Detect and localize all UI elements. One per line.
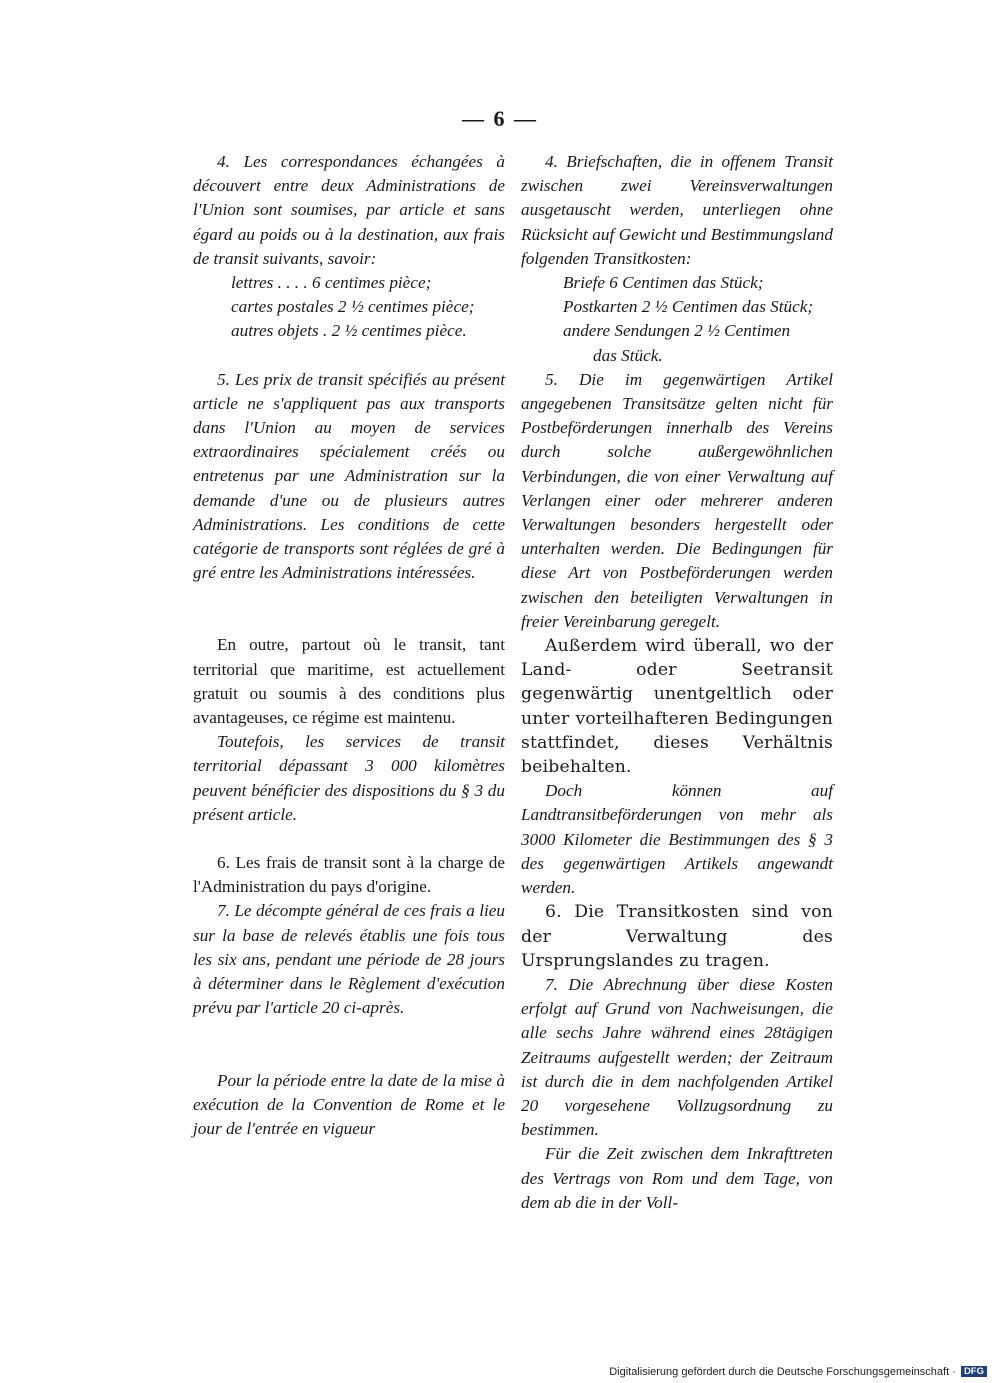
page-number: — 6 — <box>462 106 538 131</box>
list-item: andere Sendungen 2 ½ Centimen <box>563 321 791 341</box>
list-item: das Stück. <box>593 345 663 365</box>
fr-paragraph-4: 4. Les correspondances échangées à découvert entre deux Administrations de l'Union sont soumises, par article et sans égard au poids ou à la destination, aux frais de transit suivants, savoir: <box>193 152 505 268</box>
dfg-logo: DFG <box>961 1366 987 1377</box>
fr-paragraph-en-outre: En outre, partout où le transit, tant territorial que maritime, est actuellement gratuit ou soumis à des conditions plus avantageuses, ce régime est maintenu. <box>193 635 505 728</box>
de-paragraph-doch: Doch können auf Landtransitbeförderungen von mehr als 3000 Kilometer die Bestimmungen des § 3 des gegenwärtigen Artikels angewandt werden. <box>521 781 833 898</box>
de-paragraph-ausserdem: Außerdem wird überall, wo der Land- oder Seetransit gegenwärtig unentgeltlich oder unter vorteilhafteren Bedingungen stattfindet, dieses Verhältnis beibehalten. <box>521 636 833 778</box>
de-transit-rates-list <box>521 271 833 368</box>
fr-paragraph-6: 6. Les frais de transit sont à la charge de l'Administration du pays d'origine. <box>193 853 505 897</box>
de-paragraph-4: 4. Briefschaften, die in offenem Transit zwischen zwei Vereinsverwaltungen ausgetauscht werden, unterliegen ohne Rücksicht auf Gewicht und Bestimmungsland folgenden Transitkosten: <box>521 152 833 268</box>
list-item: lettres . . . . 6 centimes pièce; <box>231 273 432 293</box>
list-item: autres objets . 2 ½ centimes pièce. <box>231 321 467 341</box>
fr-transit-rates-list <box>193 271 505 344</box>
fr-paragraph-periode: Pour la période entre la date de la mise à exécution de la Convention de Rome et le jour de l'entrée en vigueur <box>193 1070 505 1138</box>
de-paragraph-7: 7. Die Abrechnung über diese Kosten erfolgt auf Grund von Nachweisungen, die alle sechs Jahre während eines 28tägigen Zeitraums aufgestellt werden; der Zeitraum ist durch die in dem nachfolgenden Artikel 20 vorgesehene Vollzugsordnung zu bestimmen. <box>521 974 833 1140</box>
german-column <box>521 150 833 1215</box>
de-paragraph-zeit: Für die Zeit zwischen dem Inkrafttreten des Vertrags von Rom und dem Tage, von dem ab die in der Voll- <box>521 1144 833 1212</box>
fr-paragraph-7: 7. Le décompte général de ces frais a lieu sur la base de relevés établis une fois tous les six ans, pendant une période de 28 jours à déterminer dans le Règlement d'exécution prévu par l'article 20 ci-après. <box>193 901 505 1018</box>
de-paragraph-5: 5. Die im gegenwärtigen Artikel angegebenen Transitsätze gelten nicht für Postbeförderungen innerhalb des Vereins durch solche außergewöhnlichen Verbindungen, die von einer Verwaltung auf Verlangen einer oder mehrerer anderen Verwaltungen besonders hergestellt oder unterhalten werden. Die Bedingungen für diese Art von Postbeförderungen werden zwischen den beteiligten Verwaltungen in freier Vereinbarung geregelt. <box>521 369 833 631</box>
french-column <box>193 150 505 1141</box>
fr-paragraph-toutefois: Toutefois, les services de transit territorial dépassant 3 000 kilomètres peuvent bénéficier des dispositions du § 3 du présent article. <box>193 732 505 824</box>
digitization-credit <box>575 1366 987 1378</box>
de-paragraph-6: 6. Die Transitkosten sind von der Verwaltung des Ursprungslandes zu tragen. <box>521 902 833 971</box>
credit-text: Digitalisierung gefördert durch die Deutsche Forschungsgemeinschaft · <box>609 1366 956 1378</box>
list-item: Postkarten 2 ½ Centimen das Stück; <box>563 297 814 317</box>
list-item: Briefe 6 Centimen das Stück; <box>563 273 764 293</box>
fr-paragraph-5: 5. Les prix de transit spécifiés au présent article ne s'appliquent pas aux transports dans l'Union au moyen de services extraordinaires spécialement créés ou entretenus par une Administration sur la demande d'une ou de plusieurs autres Administrations. Les conditions de cette catégorie de transports sont réglées de gré à gré entre les Administrations intéressées. <box>193 369 505 583</box>
list-item: cartes postales 2 ½ centimes pièce; <box>231 297 475 317</box>
